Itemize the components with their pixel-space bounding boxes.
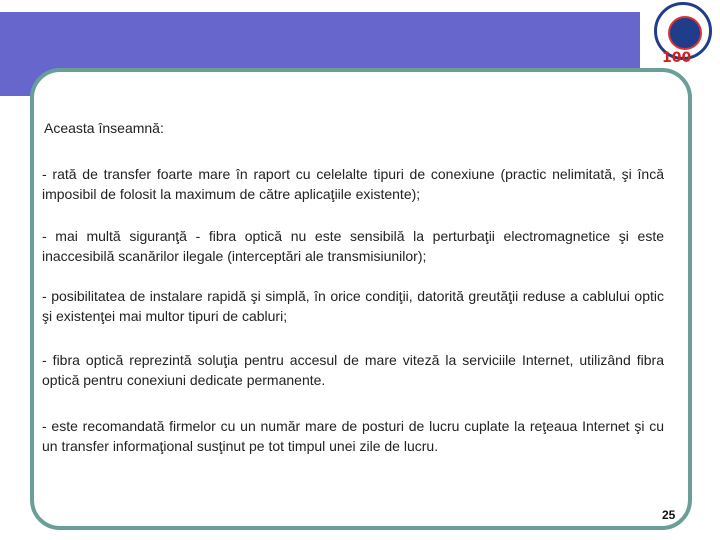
paragraph-5: - este recomandată firmelor cu un număr mare de posturi de lucru cuplate la reţeaua Internet şi cu un transfer informaţional susţinut pe tot timpul unei zile de lucru. <box>42 418 664 454</box>
paragraph-2: - mai multă siguranţă - fibra optică nu este sensibilă la perturbaţii electromagnetice şi este inaccesibilă scanărilor ilegale (interceptări ale transmisiunilor); <box>42 228 664 264</box>
logo-emblem-icon <box>668 16 702 50</box>
paragraph-1: - rată de transfer foarte mare în raport cu celelalte tipuri de conexiune (practic nelimitată, şi încă imposibil de folosit la maximum de către aplicaţiile existente); <box>42 166 664 202</box>
university-logo <box>648 0 720 74</box>
slide-heading: Aceasta înseamnă: <box>44 120 164 136</box>
paragraph-3: - posibilitatea de instalare rapidă şi simplă, în orice condiţii, datorită greutăţii reduse a cablului optic şi existenţei mai multor tipuri de cabluri; <box>42 288 664 324</box>
logo-anniversary-text: 100 <box>662 50 692 66</box>
page-number: 25 <box>662 508 676 522</box>
paragraph-4: - fibra optică reprezintă soluţia pentru accesul de mare viteză la serviciile Internet, utilizând fibra optică pentru conexiuni dedicate permanente. <box>42 352 664 388</box>
